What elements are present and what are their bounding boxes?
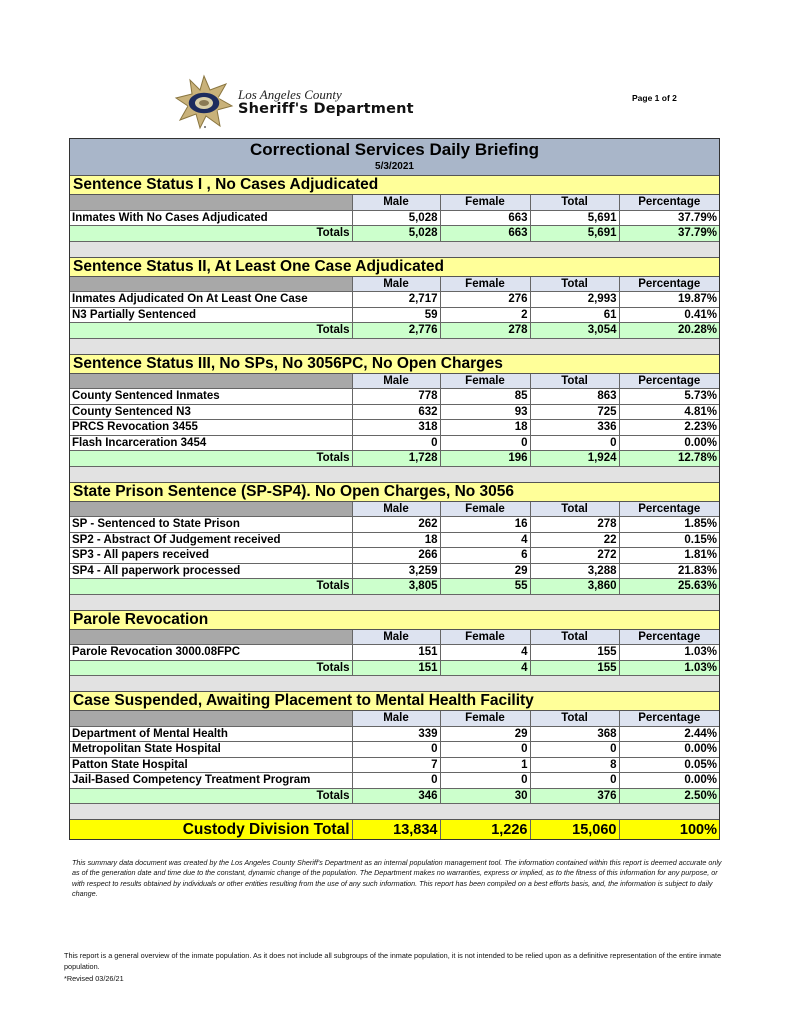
cell-percentage: 2.23% [619,420,719,436]
cell-percentage: 0.15% [619,532,719,548]
cell-male: 18 [352,532,440,548]
totals-total: 5,691 [530,226,619,242]
totals-total: 376 [530,788,619,804]
column-header-male: Male [352,630,440,645]
column-header-row [70,630,719,645]
sheriff-star-badge-icon [172,74,236,130]
row-label: Metropolitan State Hospital [70,742,352,758]
cell-male: 2,717 [352,292,440,308]
cell-total: 336 [530,420,619,436]
footer-overview-note: This report is a general overview of the inmate population. As it does not include all subgroups of the inmate population, it is not intended to be relied upon as a definitive representation of the entire inmate population. [64,951,722,972]
table-row [70,404,719,420]
agency-county: Los Angeles County [238,87,342,102]
column-header-row [70,502,719,517]
row-label: SP2 - Abstract Of Judgement received [70,532,352,548]
column-header-total: Total [530,630,619,645]
daily-briefing-report [69,138,720,840]
cell-total: 0 [530,742,619,758]
row-label: Inmates With No Cases Adjudicated [70,210,352,226]
totals-female: 196 [440,451,530,467]
table-row [70,292,719,308]
column-header-blank [70,374,352,389]
totals-row [70,226,719,242]
table-row [70,645,719,661]
column-header-female: Female [440,711,530,726]
cell-female: 85 [440,389,530,405]
totals-total: 3,860 [530,579,619,595]
table-row [70,773,719,789]
section-header-parole-revocation: Parole Revocation [70,611,719,630]
column-header-total: Total [530,374,619,389]
section-header-sentence-status-3: Sentence Status III, No SPs, No 3056PC, No Open Charges [70,355,719,374]
totals-male: 151 [352,660,440,676]
cell-total: 5,691 [530,210,619,226]
cell-percentage: 1.81% [619,548,719,564]
custody-division-total-table [70,820,719,840]
totals-total: 3,054 [530,323,619,339]
cell-total: 272 [530,548,619,564]
totals-female: 30 [440,788,530,804]
column-header-blank [70,195,352,210]
totals-percentage: 12.78% [619,451,719,467]
report-title: Correctional Services Daily Briefing [249,140,540,159]
column-header-percentage: Percentage [619,374,719,389]
section-table-mental-health-placement [70,711,719,804]
cell-percentage: 37.79% [619,210,719,226]
section-table-sentence-status-2 [70,277,719,339]
row-label: Parole Revocation 3000.08FPC [70,645,352,661]
totals-male: 1,728 [352,451,440,467]
column-header-male: Male [352,195,440,210]
cell-female: 29 [440,563,530,579]
cell-total: 863 [530,389,619,405]
totals-male: 346 [352,788,440,804]
row-label: Inmates Adjudicated On At Least One Case [70,292,352,308]
row-label: Flash Incarceration 3454 [70,435,352,451]
cell-female: 4 [440,645,530,661]
table-row [70,726,719,742]
table-row [70,563,719,579]
disclaimer-text: This summary data document was created by the Los Angeles County Sheriff's Department as an internal population management tool. The information contained within this report is deemed accurate only as of the generation date and time due to the constant, dynamic change of the population. The Department makes no warranties, express or implied, as to the fitness of this information for any purpose, or with respect to results obtained by individuals or other entities resulting from the use of any such information. This report has been compiled on a best efforts basis, and, the information is subject to daily change. [72,858,722,899]
cell-female: 0 [440,773,530,789]
row-label: County Sentenced N3 [70,404,352,420]
row-label: County Sentenced Inmates [70,389,352,405]
cell-female: 1 [440,757,530,773]
totals-label: Totals [70,579,352,595]
agency-name [238,88,414,117]
cell-percentage: 5.73% [619,389,719,405]
column-header-blank [70,711,352,726]
custody-division-total-row [70,820,719,840]
footer-notes [64,950,729,984]
column-header-female: Female [440,374,530,389]
totals-percentage: 1.03% [619,660,719,676]
column-header-male: Male [352,502,440,517]
section-spacer [70,676,719,692]
agency-department: Sheriff's Department [238,101,414,117]
grand-total-female: 1,226 [440,820,530,840]
cell-total: 22 [530,532,619,548]
totals-percentage: 2.50% [619,788,719,804]
cell-male: 339 [352,726,440,742]
cell-male: 318 [352,420,440,436]
column-header-row [70,711,719,726]
totals-row [70,579,719,595]
column-header-percentage: Percentage [619,502,719,517]
cell-male: 0 [352,435,440,451]
cell-total: 368 [530,726,619,742]
cell-percentage: 4.81% [619,404,719,420]
totals-male: 2,776 [352,323,440,339]
cell-male: 7 [352,757,440,773]
column-header-male: Male [352,277,440,292]
row-label: SP4 - All paperwork processed [70,563,352,579]
cell-percentage: 0.00% [619,773,719,789]
agency-header [172,74,442,130]
cell-female: 16 [440,517,530,533]
row-label: PRCS Revocation 3455 [70,420,352,436]
section-table-sentence-status-3 [70,374,719,467]
footer-revised-date: *Revised 03/26/21 [64,973,124,983]
totals-percentage: 37.79% [619,226,719,242]
cell-percentage: 21.83% [619,563,719,579]
row-label: Patton State Hospital [70,757,352,773]
totals-label: Totals [70,788,352,804]
column-header-female: Female [440,502,530,517]
column-header-row [70,374,719,389]
totals-label: Totals [70,660,352,676]
column-header-percentage: Percentage [619,195,719,210]
cell-female: 0 [440,435,530,451]
column-header-percentage: Percentage [619,630,719,645]
column-header-total: Total [530,277,619,292]
column-header-total: Total [530,195,619,210]
report-date: 5/3/2021 [375,161,414,172]
cell-female: 276 [440,292,530,308]
report-title-block [70,139,719,176]
table-row [70,435,719,451]
row-label: Jail-Based Competency Treatment Program [70,773,352,789]
grand-total-total: 15,060 [530,820,619,840]
column-header-row [70,195,719,210]
totals-percentage: 20.28% [619,323,719,339]
totals-female: 4 [440,660,530,676]
cell-female: 2 [440,307,530,323]
cell-male: 262 [352,517,440,533]
cell-percentage: 0.05% [619,757,719,773]
grand-total-male: 13,834 [352,820,440,840]
cell-percentage: 0.00% [619,742,719,758]
cell-female: 663 [440,210,530,226]
cell-percentage: 1.85% [619,517,719,533]
cell-percentage: 19.87% [619,292,719,308]
section-spacer [70,242,719,258]
cell-total: 2,993 [530,292,619,308]
column-header-blank [70,630,352,645]
totals-total: 155 [530,660,619,676]
table-row [70,757,719,773]
totals-female: 663 [440,226,530,242]
totals-male: 3,805 [352,579,440,595]
column-header-female: Female [440,277,530,292]
totals-row [70,323,719,339]
totals-total: 1,924 [530,451,619,467]
column-header-female: Female [440,195,530,210]
totals-row [70,788,719,804]
column-header-percentage: Percentage [619,277,719,292]
column-header-total: Total [530,711,619,726]
cell-female: 29 [440,726,530,742]
cell-total: 8 [530,757,619,773]
cell-percentage: 0.41% [619,307,719,323]
cell-total: 0 [530,435,619,451]
section-spacer [70,339,719,355]
table-row [70,389,719,405]
grand-total-percentage: 100% [619,820,719,840]
totals-label: Totals [70,323,352,339]
totals-male: 5,028 [352,226,440,242]
table-row [70,307,719,323]
column-header-total: Total [530,502,619,517]
cell-total: 61 [530,307,619,323]
cell-female: 93 [440,404,530,420]
cell-female: 18 [440,420,530,436]
cell-male: 266 [352,548,440,564]
column-header-percentage: Percentage [619,711,719,726]
section-table-sentence-status-1 [70,195,719,242]
section-header-sentence-status-2: Sentence Status II, At Least One Case Adjudicated [70,258,719,277]
column-header-blank [70,277,352,292]
table-row [70,420,719,436]
section-spacer [70,467,719,483]
row-label: SP3 - All papers received [70,548,352,564]
cell-male: 3,259 [352,563,440,579]
cell-male: 0 [352,773,440,789]
cell-male: 0 [352,742,440,758]
page-indicator: Page 1 of 2 [632,93,677,103]
totals-label: Totals [70,451,352,467]
cell-female: 6 [440,548,530,564]
cell-total: 278 [530,517,619,533]
cell-female: 4 [440,532,530,548]
section-header-mental-health-placement: Case Suspended, Awaiting Placement to Mental Health Facility [70,692,719,711]
cell-percentage: 1.03% [619,645,719,661]
section-header-sentence-status-1: Sentence Status I , No Cases Adjudicated [70,176,719,195]
table-row [70,210,719,226]
cell-male: 151 [352,645,440,661]
totals-female: 55 [440,579,530,595]
totals-female: 278 [440,323,530,339]
cell-male: 778 [352,389,440,405]
cell-male: 632 [352,404,440,420]
section-header-state-prison-sentence: State Prison Sentence (SP-SP4). No Open Charges, No 3056 [70,483,719,502]
cell-male: 59 [352,307,440,323]
cell-male: 5,028 [352,210,440,226]
cell-total: 725 [530,404,619,420]
row-label: SP - Sentenced to State Prison [70,517,352,533]
column-header-blank [70,502,352,517]
table-row [70,548,719,564]
cell-female: 0 [440,742,530,758]
column-header-male: Male [352,711,440,726]
row-label: Department of Mental Health [70,726,352,742]
column-header-female: Female [440,630,530,645]
cell-total: 155 [530,645,619,661]
cell-total: 3,288 [530,563,619,579]
section-table-state-prison-sentence [70,502,719,595]
row-label: N3 Partially Sentenced [70,307,352,323]
table-row [70,517,719,533]
table-row [70,532,719,548]
totals-row [70,660,719,676]
section-spacer [70,595,719,611]
grand-total-label: Custody Division Total [70,820,352,840]
column-header-male: Male [352,374,440,389]
totals-row [70,451,719,467]
cell-total: 0 [530,773,619,789]
totals-label: Totals [70,226,352,242]
section-spacer [70,804,719,820]
column-header-row [70,277,719,292]
table-row [70,742,719,758]
cell-percentage: 0.00% [619,435,719,451]
cell-percentage: 2.44% [619,726,719,742]
totals-percentage: 25.63% [619,579,719,595]
section-table-parole-revocation [70,630,719,677]
